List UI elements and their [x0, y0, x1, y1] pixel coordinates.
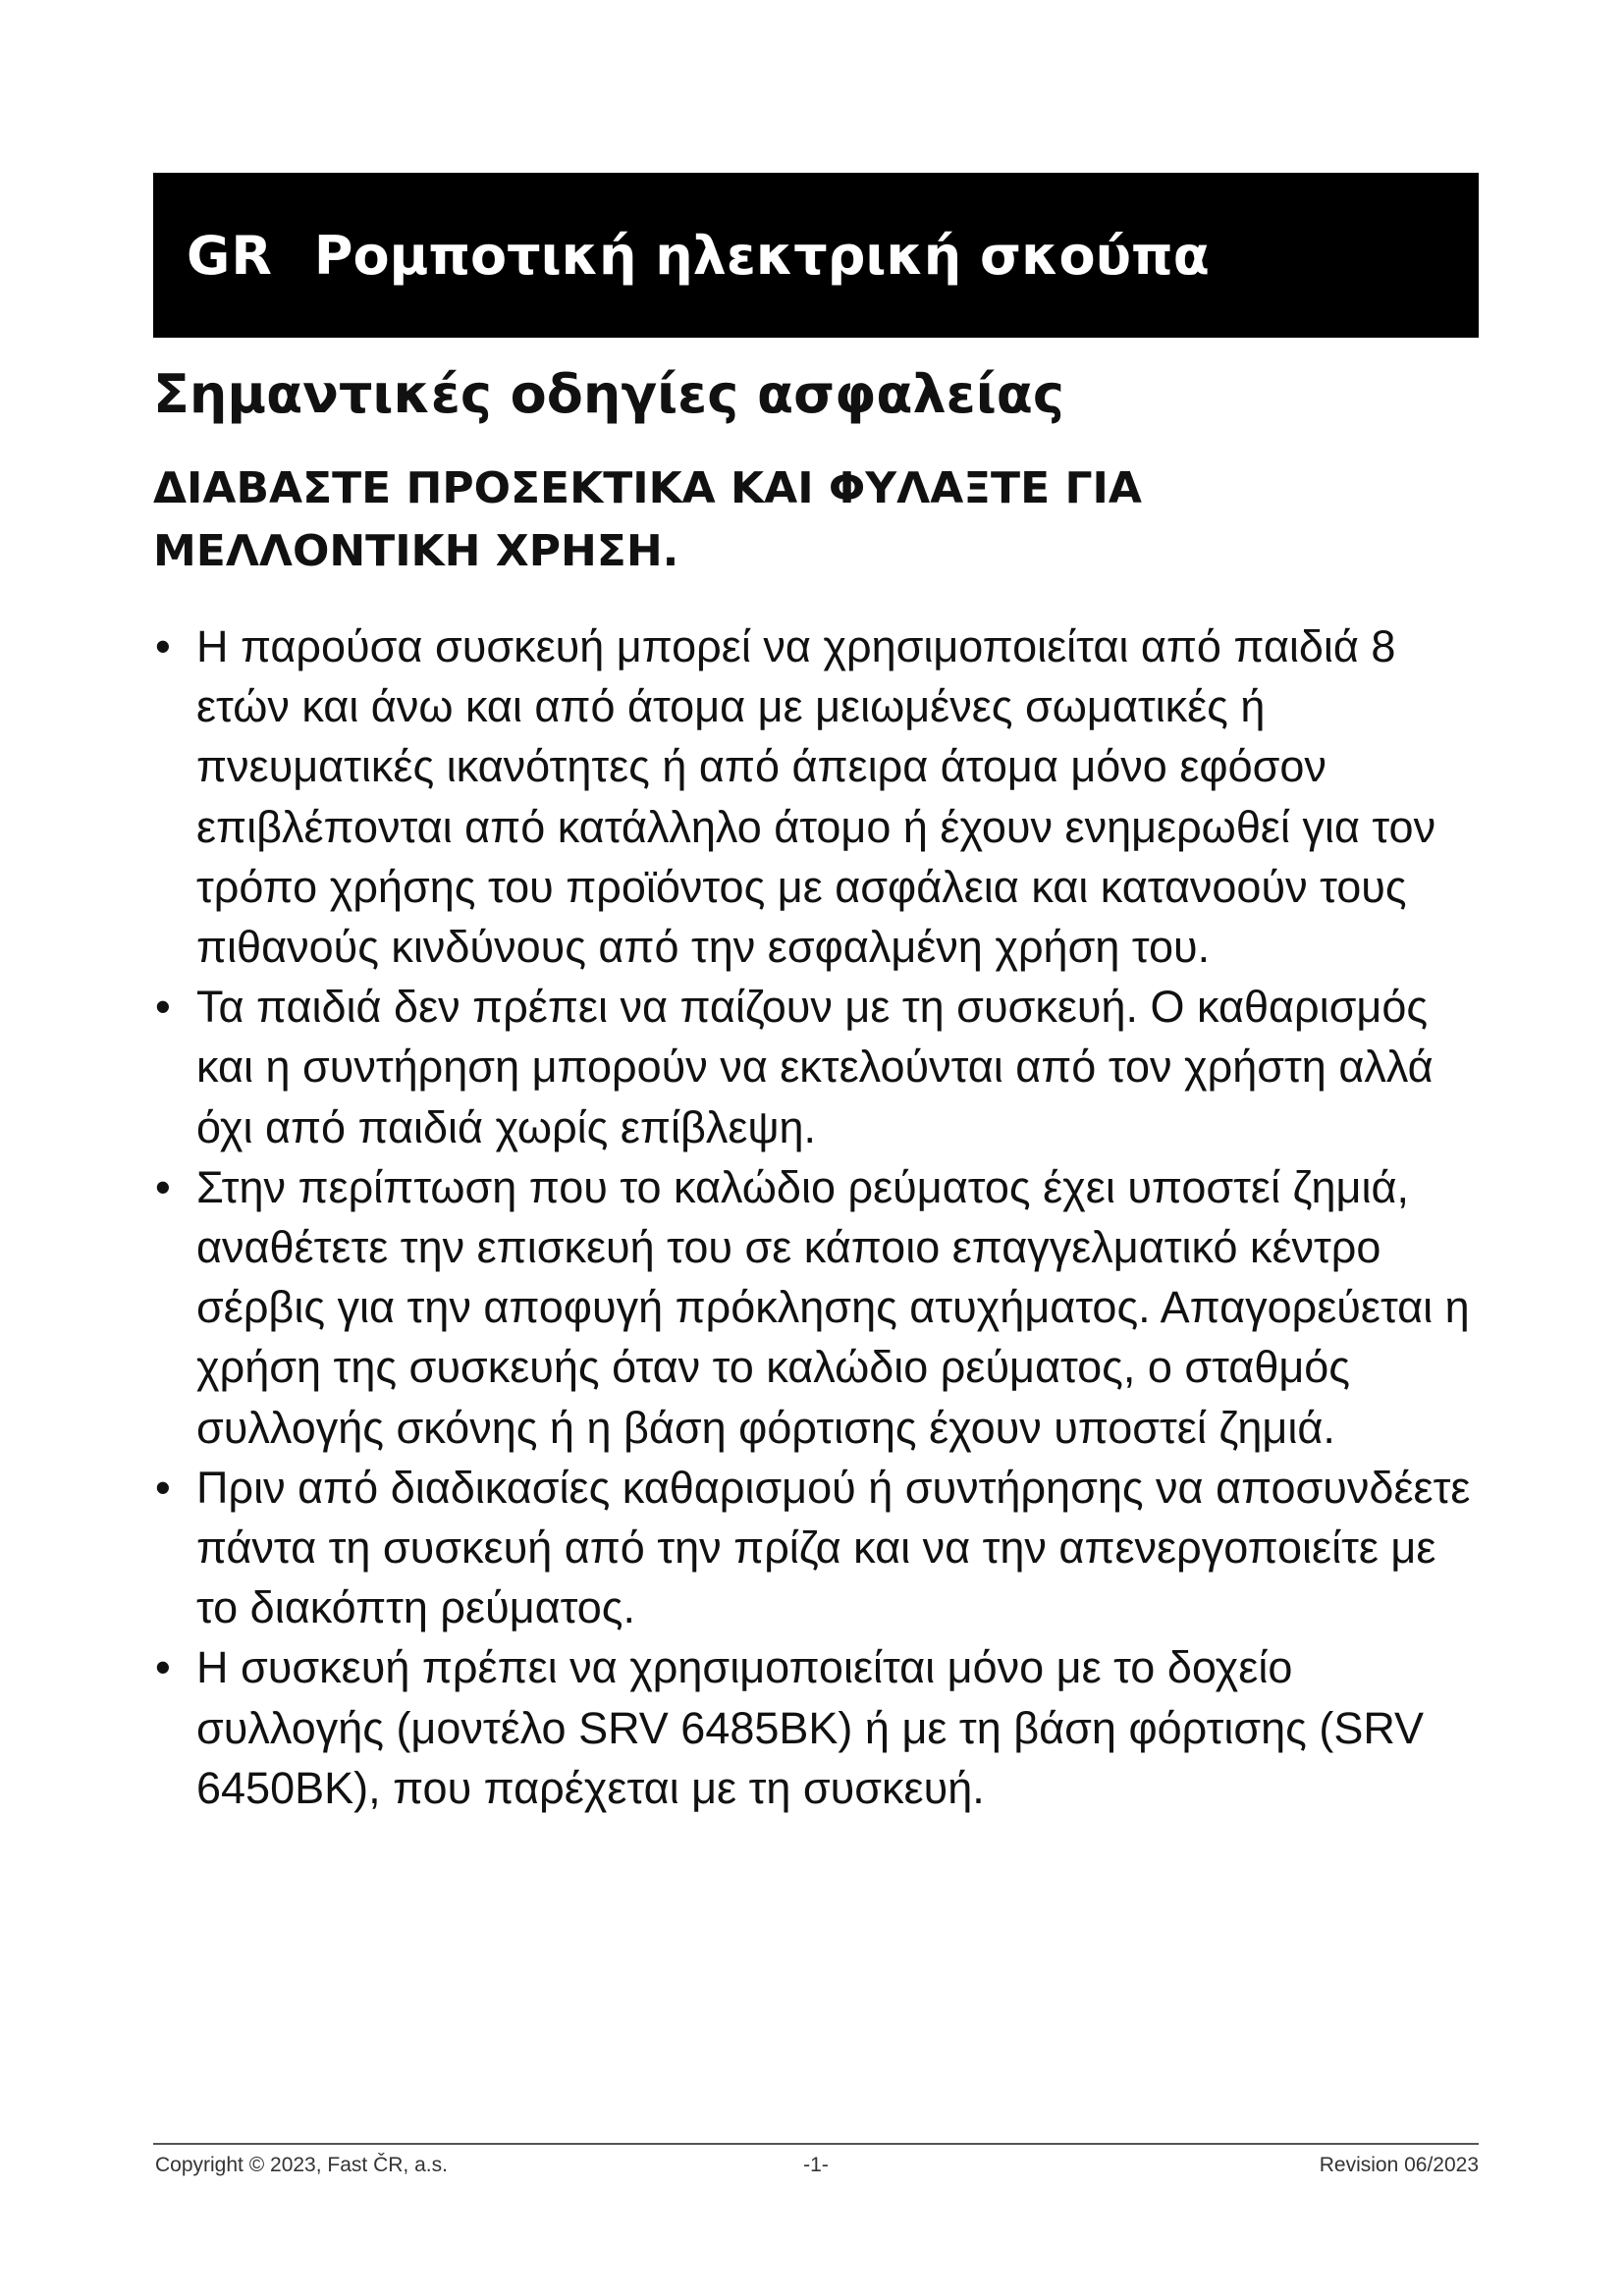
warning-text: ΔΙΑΒΑΣΤΕ ΠΡΟΣΕΚΤΙΚΑ ΚΑΙ ΦΥΛΑΞΤΕ ΓΙΑ ΜΕΛΛΟΝΤΙΚΗ ΧΡΗΣΗ.: [153, 463, 1142, 576]
list-item-text: Στην περίπτωση που το καλώδιο ρεύματος έχει υποστεί ζημιά, αναθέτετε την επισκευή του σε κάποιο επαγγελματικό κέντρο σέρβις για την αποφυγή πρόκλησης ατυχήματος. Απαγορεύεται η χρήση της συσκευής όταν το καλώδιο ρεύματος, ο σταθμός συλλογής σκόνης ή η βάση φόρτισης έχουν υποστεί ζημιά.: [196, 1161, 1470, 1453]
footer-divider: [153, 2143, 1479, 2145]
list-item-text: Η συσκευή πρέπει να χρησιμοποιείται μόνο με το δοχείο συλλογής (μοντέλο SRV 6485BK) ή με τη βάση φόρτισης (SRV 6450BK), που παρέχεται με τη συσκευή.: [196, 1642, 1425, 1813]
safety-bullet-list: [153, 616, 1479, 1818]
bullet-icon: •: [155, 1161, 171, 1212]
bullet-icon: •: [155, 1462, 171, 1513]
list-item-text: Τα παιδιά δεν πρέπει να παίζουν με τη συσκευή. Ο καθαρισμός και η συντήρηση μπορούν να εκτελούνται από τον χρήστη αλλά όχι από παιδιά χωρίς επίβλεψη.: [196, 982, 1434, 1152]
bullet-icon: •: [155, 621, 171, 671]
title-bar: [153, 173, 1479, 338]
footer-copyright: Copyright © 2023, Fast ČR, a.s.: [155, 2154, 448, 2176]
bullet-icon: •: [155, 982, 171, 1033]
list-item-text: Πριν από διαδικασίες καθαρισμού ή συντήρησης να αποσυνδέετε πάντα τη συσκευή από την πρίζα και να την απενεργοποιείτε με το διακόπτη ρεύματος.: [196, 1462, 1471, 1633]
list-item: [153, 977, 1479, 1157]
list-item: [153, 1458, 1479, 1638]
footer-page-number: -1-: [803, 2154, 829, 2176]
footer-revision: Revision 06/2023: [1319, 2154, 1479, 2176]
language-code: GR: [187, 224, 273, 287]
list-item: [153, 1637, 1479, 1818]
document-title: Ρομποτική ηλεκτρική σκούπα: [313, 224, 1210, 287]
list-item-text: Η παρούσα συσκευή μπορεί να χρησιμοποιείται από παιδιά 8 ετών και άνω και από άτομα με μειωμένες σωματικές ή πνευματικές ικανότητες ή από άπειρα άτομα μόνο εφόσον επιβλέπονται από κατάλληλο άτομο ή έχουν ενημερωθεί για τον τρόπο χρήσης του προϊόντος με ασφάλεια και κατανοούν τους πιθανούς κινδύνους από την εσφαλμένη χρήση του.: [196, 621, 1436, 973]
list-item: [153, 616, 1479, 977]
section-heading: Σημαντικές οδηγίες ασφαλείας: [153, 363, 1064, 425]
page-footer: [153, 2154, 1479, 2183]
bullet-icon: •: [155, 1642, 171, 1693]
list-item: [153, 1157, 1479, 1458]
